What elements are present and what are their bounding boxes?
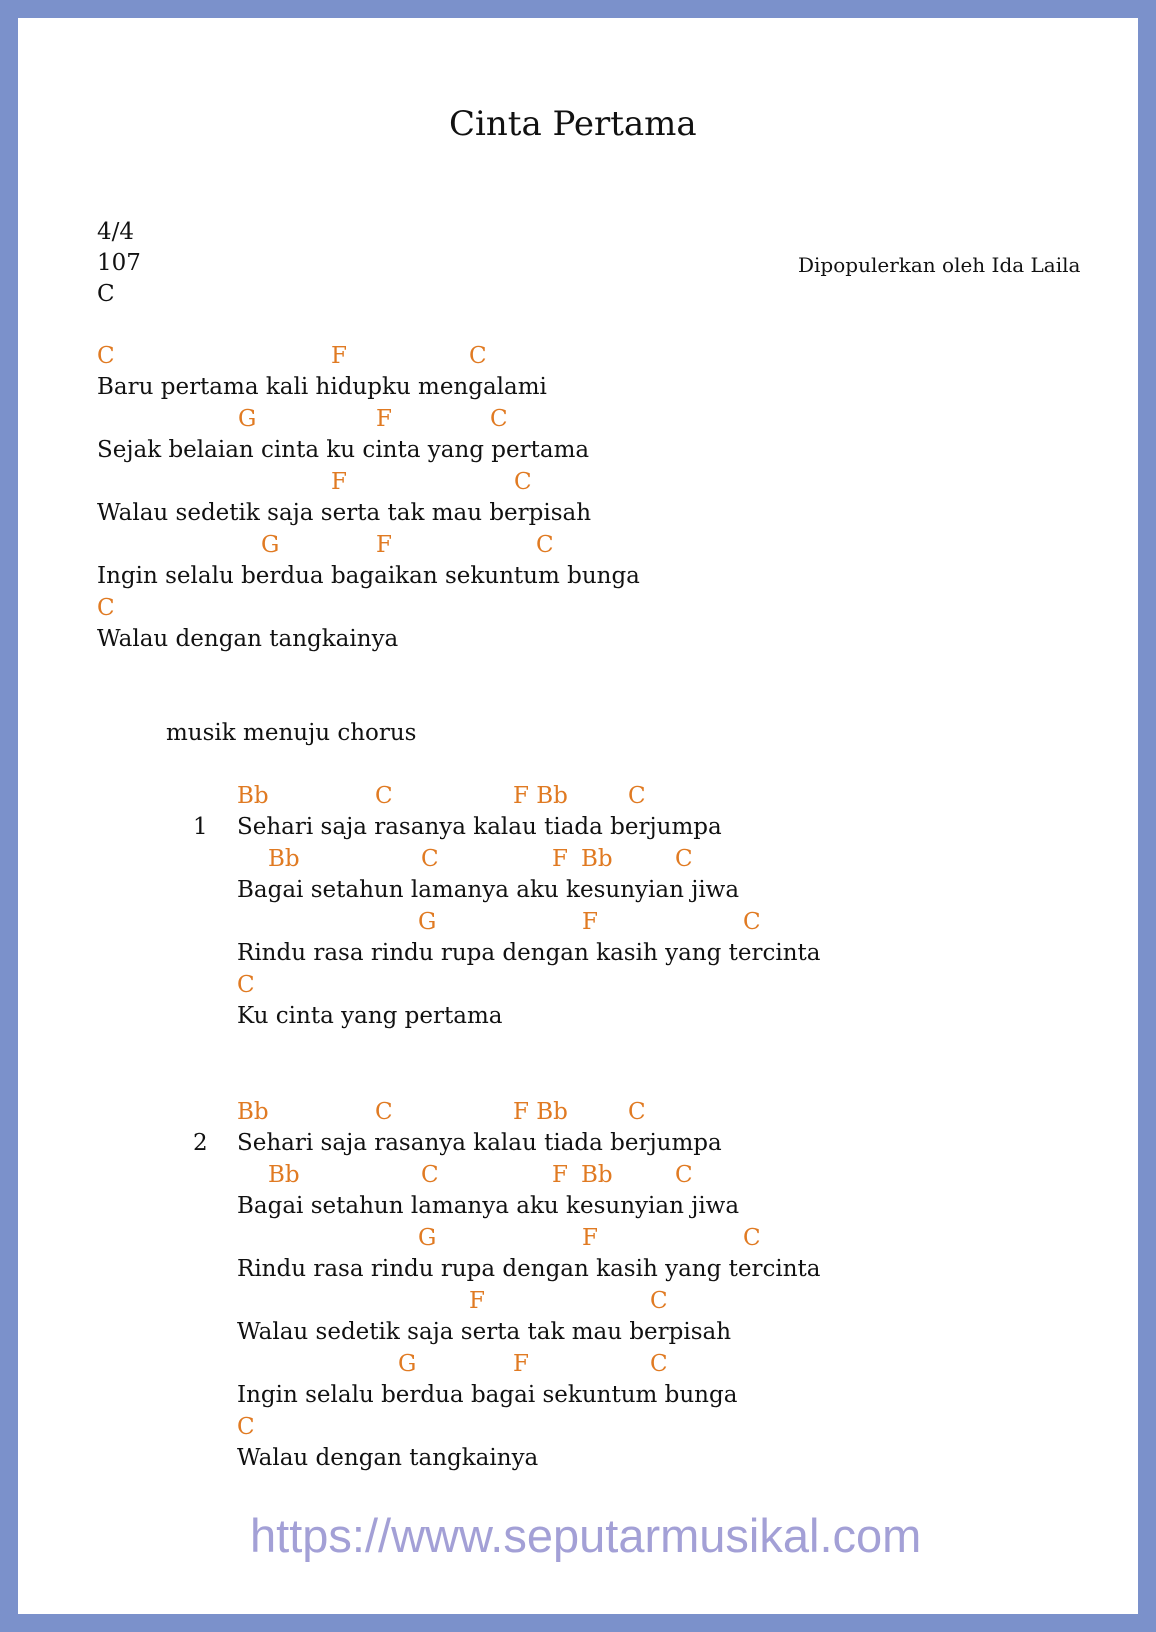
watermark-url: https://www.seputarmusikal.com [250, 1509, 922, 1562]
chord: G [398, 1351, 417, 1377]
chord: F Bb [513, 783, 568, 809]
chord: F [331, 343, 347, 369]
interlude-note: musik menuju chorus [166, 720, 417, 746]
chord: C [675, 846, 693, 872]
chord: Bb [581, 1162, 613, 1188]
chord: C [469, 343, 487, 369]
lyric-line: Bagai setahun lamanya aku kesunyian jiwa [237, 877, 740, 903]
chord: C [97, 343, 115, 369]
lyric-line: Bagai setahun lamanya aku kesunyian jiwa [237, 1193, 740, 1219]
chord: G [418, 1225, 437, 1251]
chord: C [421, 1162, 439, 1188]
chord: C [628, 783, 646, 809]
chord: F [552, 1162, 568, 1188]
lyric-line: Sejak belaian cinta ku cinta yang pertama [97, 437, 590, 463]
chord: C [97, 595, 115, 621]
chord: F [582, 1225, 598, 1251]
chord: Bb [268, 846, 300, 872]
chord: C [514, 469, 532, 495]
lyric-line: Rindu rasa rindu rupa dengan kasih yang tercinta [237, 940, 821, 966]
chord: C [628, 1099, 646, 1125]
chord: F [582, 909, 598, 935]
key: C [97, 281, 115, 307]
lyric-line: Rindu rasa rindu rupa dengan kasih yang tercinta [237, 1256, 821, 1282]
artist-credit: Dipopulerkan oleh Ida Laila [798, 253, 1081, 277]
chord: C [421, 846, 439, 872]
chord: F [376, 406, 392, 432]
chord: F Bb [513, 1099, 568, 1125]
lyric-line: Walau dengan tangkainya [237, 1445, 539, 1471]
chord: F [469, 1288, 485, 1314]
lyric-line: Ku cinta yang pertama [237, 1003, 503, 1029]
chord: G [238, 406, 257, 432]
chord: C [375, 783, 393, 809]
lyric-line: Ingin selalu berdua bagaikan sekuntum bunga [97, 563, 640, 589]
chord: G [261, 532, 280, 558]
chord: C [675, 1162, 693, 1188]
chord: C [375, 1099, 393, 1125]
chord: F [331, 469, 347, 495]
chord: C [743, 1225, 761, 1251]
chord: C [490, 406, 508, 432]
lyric-line: Baru pertama kali hidupku mengalami [97, 374, 547, 400]
lyric-line: Ingin selalu berdua bagai sekuntum bunga [237, 1382, 738, 1408]
chord: C [650, 1351, 668, 1377]
chorus-number: 2 [193, 1130, 208, 1156]
lyric-line: Walau sedetik saja serta tak mau berpisah [237, 1319, 732, 1345]
chord: F [376, 532, 392, 558]
lyric-line: Walau dengan tangkainya [97, 626, 399, 652]
tempo: 107 [97, 250, 141, 276]
chord: C [237, 972, 255, 998]
chord: C [650, 1288, 668, 1314]
song-title: Cinta Pertama [449, 104, 697, 144]
chord: Bb [581, 846, 613, 872]
chord: Bb [268, 1162, 300, 1188]
lyric-line: Sehari saja rasanya kalau tiada berjumpa [237, 814, 722, 840]
time-signature: 4/4 [97, 219, 135, 245]
lyric-line: Walau sedetik saja serta tak mau berpisah [97, 500, 592, 526]
chord: F [552, 846, 568, 872]
chord: F [513, 1351, 529, 1377]
lyric-line: Sehari saja rasanya kalau tiada berjumpa [237, 1130, 722, 1156]
chord: C [743, 909, 761, 935]
chord: C [237, 1414, 255, 1440]
chorus-number: 1 [193, 814, 208, 840]
song-sheet [18, 18, 1138, 1614]
chord: C [536, 532, 554, 558]
chord: Bb [237, 783, 269, 809]
chord: G [418, 909, 437, 935]
chord: Bb [237, 1099, 269, 1125]
